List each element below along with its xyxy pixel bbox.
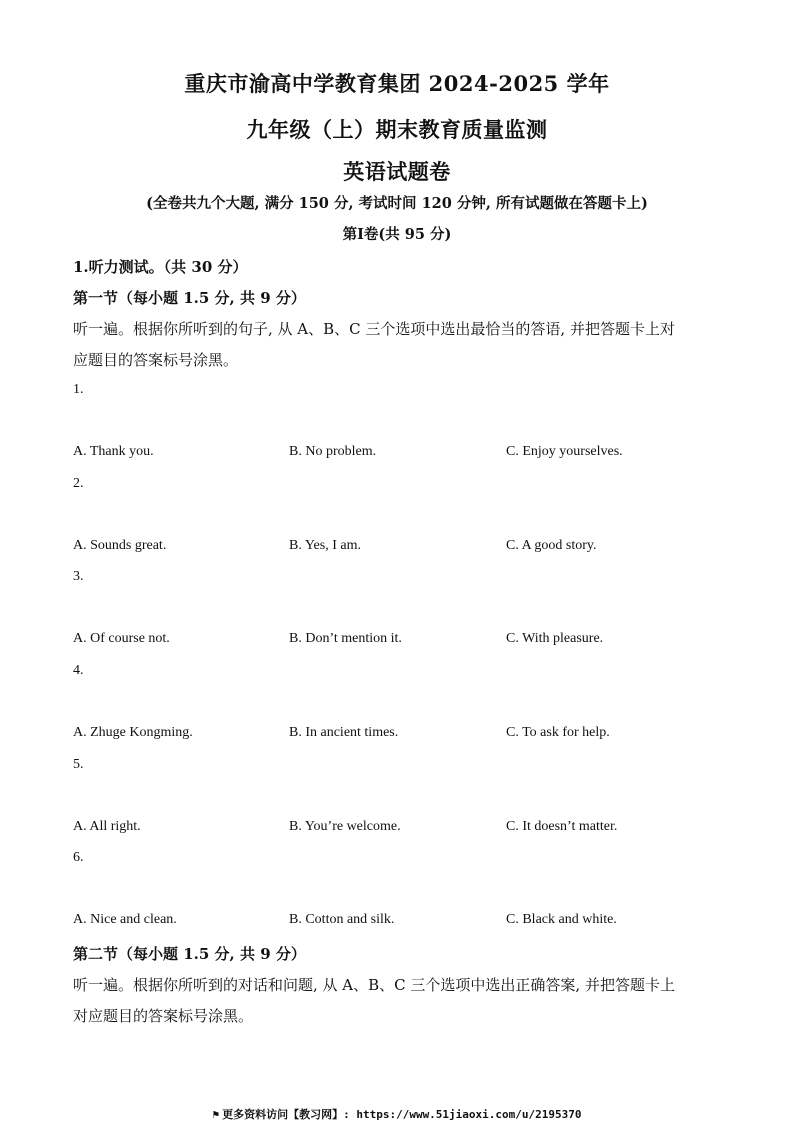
part2-instruction: 听一遍。根据你所听到的对话和问题, 从 A、B、C 三个选项中选出正确答案, 并把答题卡上 (73, 976, 675, 994)
volume-heading: 第Ⅰ卷(共 95 分) (342, 226, 452, 243)
question-number: 3. (73, 569, 84, 584)
option-a: A. Sounds great. (73, 538, 167, 553)
option-a: A. Zhuge Kongming. (73, 725, 193, 740)
footer-link[interactable] (0, 1106, 794, 1122)
question-number: 5. (73, 757, 84, 772)
part1-heading: 第一节（每小题 1.5 分, 共 9 分） (73, 289, 306, 307)
section-heading-listening: 1.听力测试。（共 30 分） (73, 258, 248, 276)
option-a: A. Thank you. (73, 444, 154, 459)
option-c: C. To ask for help. (506, 725, 610, 740)
page-title-school: 重庆市渝高中学教育集团 2024-2025 学年 (184, 71, 610, 96)
question-number: 6. (73, 850, 84, 865)
option-b: B. You’re welcome. (289, 819, 401, 834)
option-c: C. With pleasure. (506, 631, 604, 646)
question-number: 4. (73, 663, 84, 678)
part1-instruction: 听一遍。根据你所听到的句子, 从 A、B、C 三个选项中选出最恰当的答语, 并把答题卡上对 (73, 320, 675, 338)
option-b: B. No problem. (289, 444, 377, 459)
part2-instruction-cont: 对应题目的答案标号涂黑。 (73, 1007, 254, 1025)
exam-info: (全卷共九个大题, 满分 150 分, 考试时间 120 分钟, 所有试题做在答题卡上) (146, 195, 648, 212)
flag-icon: ⚑ (212, 1108, 220, 1121)
option-a: A. Of course not. (73, 631, 170, 646)
option-a: A. Nice and clean. (73, 912, 177, 927)
option-a: A. All right. (73, 819, 141, 834)
option-b: B. Yes, I am. (289, 538, 361, 553)
question-number: 2. (73, 476, 84, 491)
option-c: C. It doesn’t matter. (506, 819, 618, 834)
option-c: C. A good story. (506, 538, 597, 553)
question-number: 1. (73, 382, 84, 397)
option-c: C. Black and white. (506, 912, 617, 927)
part1-instruction-cont: 应题目的答案标号涂黑。 (73, 351, 239, 369)
part2-heading: 第二节（每小题 1.5 分, 共 9 分） (73, 945, 306, 963)
page-title-grade: 九年级（上）期末教育质量监测 (246, 117, 548, 142)
option-c: C. Enjoy yourselves. (506, 444, 623, 459)
option-b: B. Don’t mention it. (289, 631, 402, 646)
option-b: B. Cotton and silk. (289, 912, 395, 927)
option-b: B. In ancient times. (289, 725, 399, 740)
page-title-subject: 英语试题卷 (343, 159, 451, 184)
footer-text: 更多资料访问【教习网】: https://www.51jiaoxi.com/u/2195370 (222, 1108, 582, 1121)
